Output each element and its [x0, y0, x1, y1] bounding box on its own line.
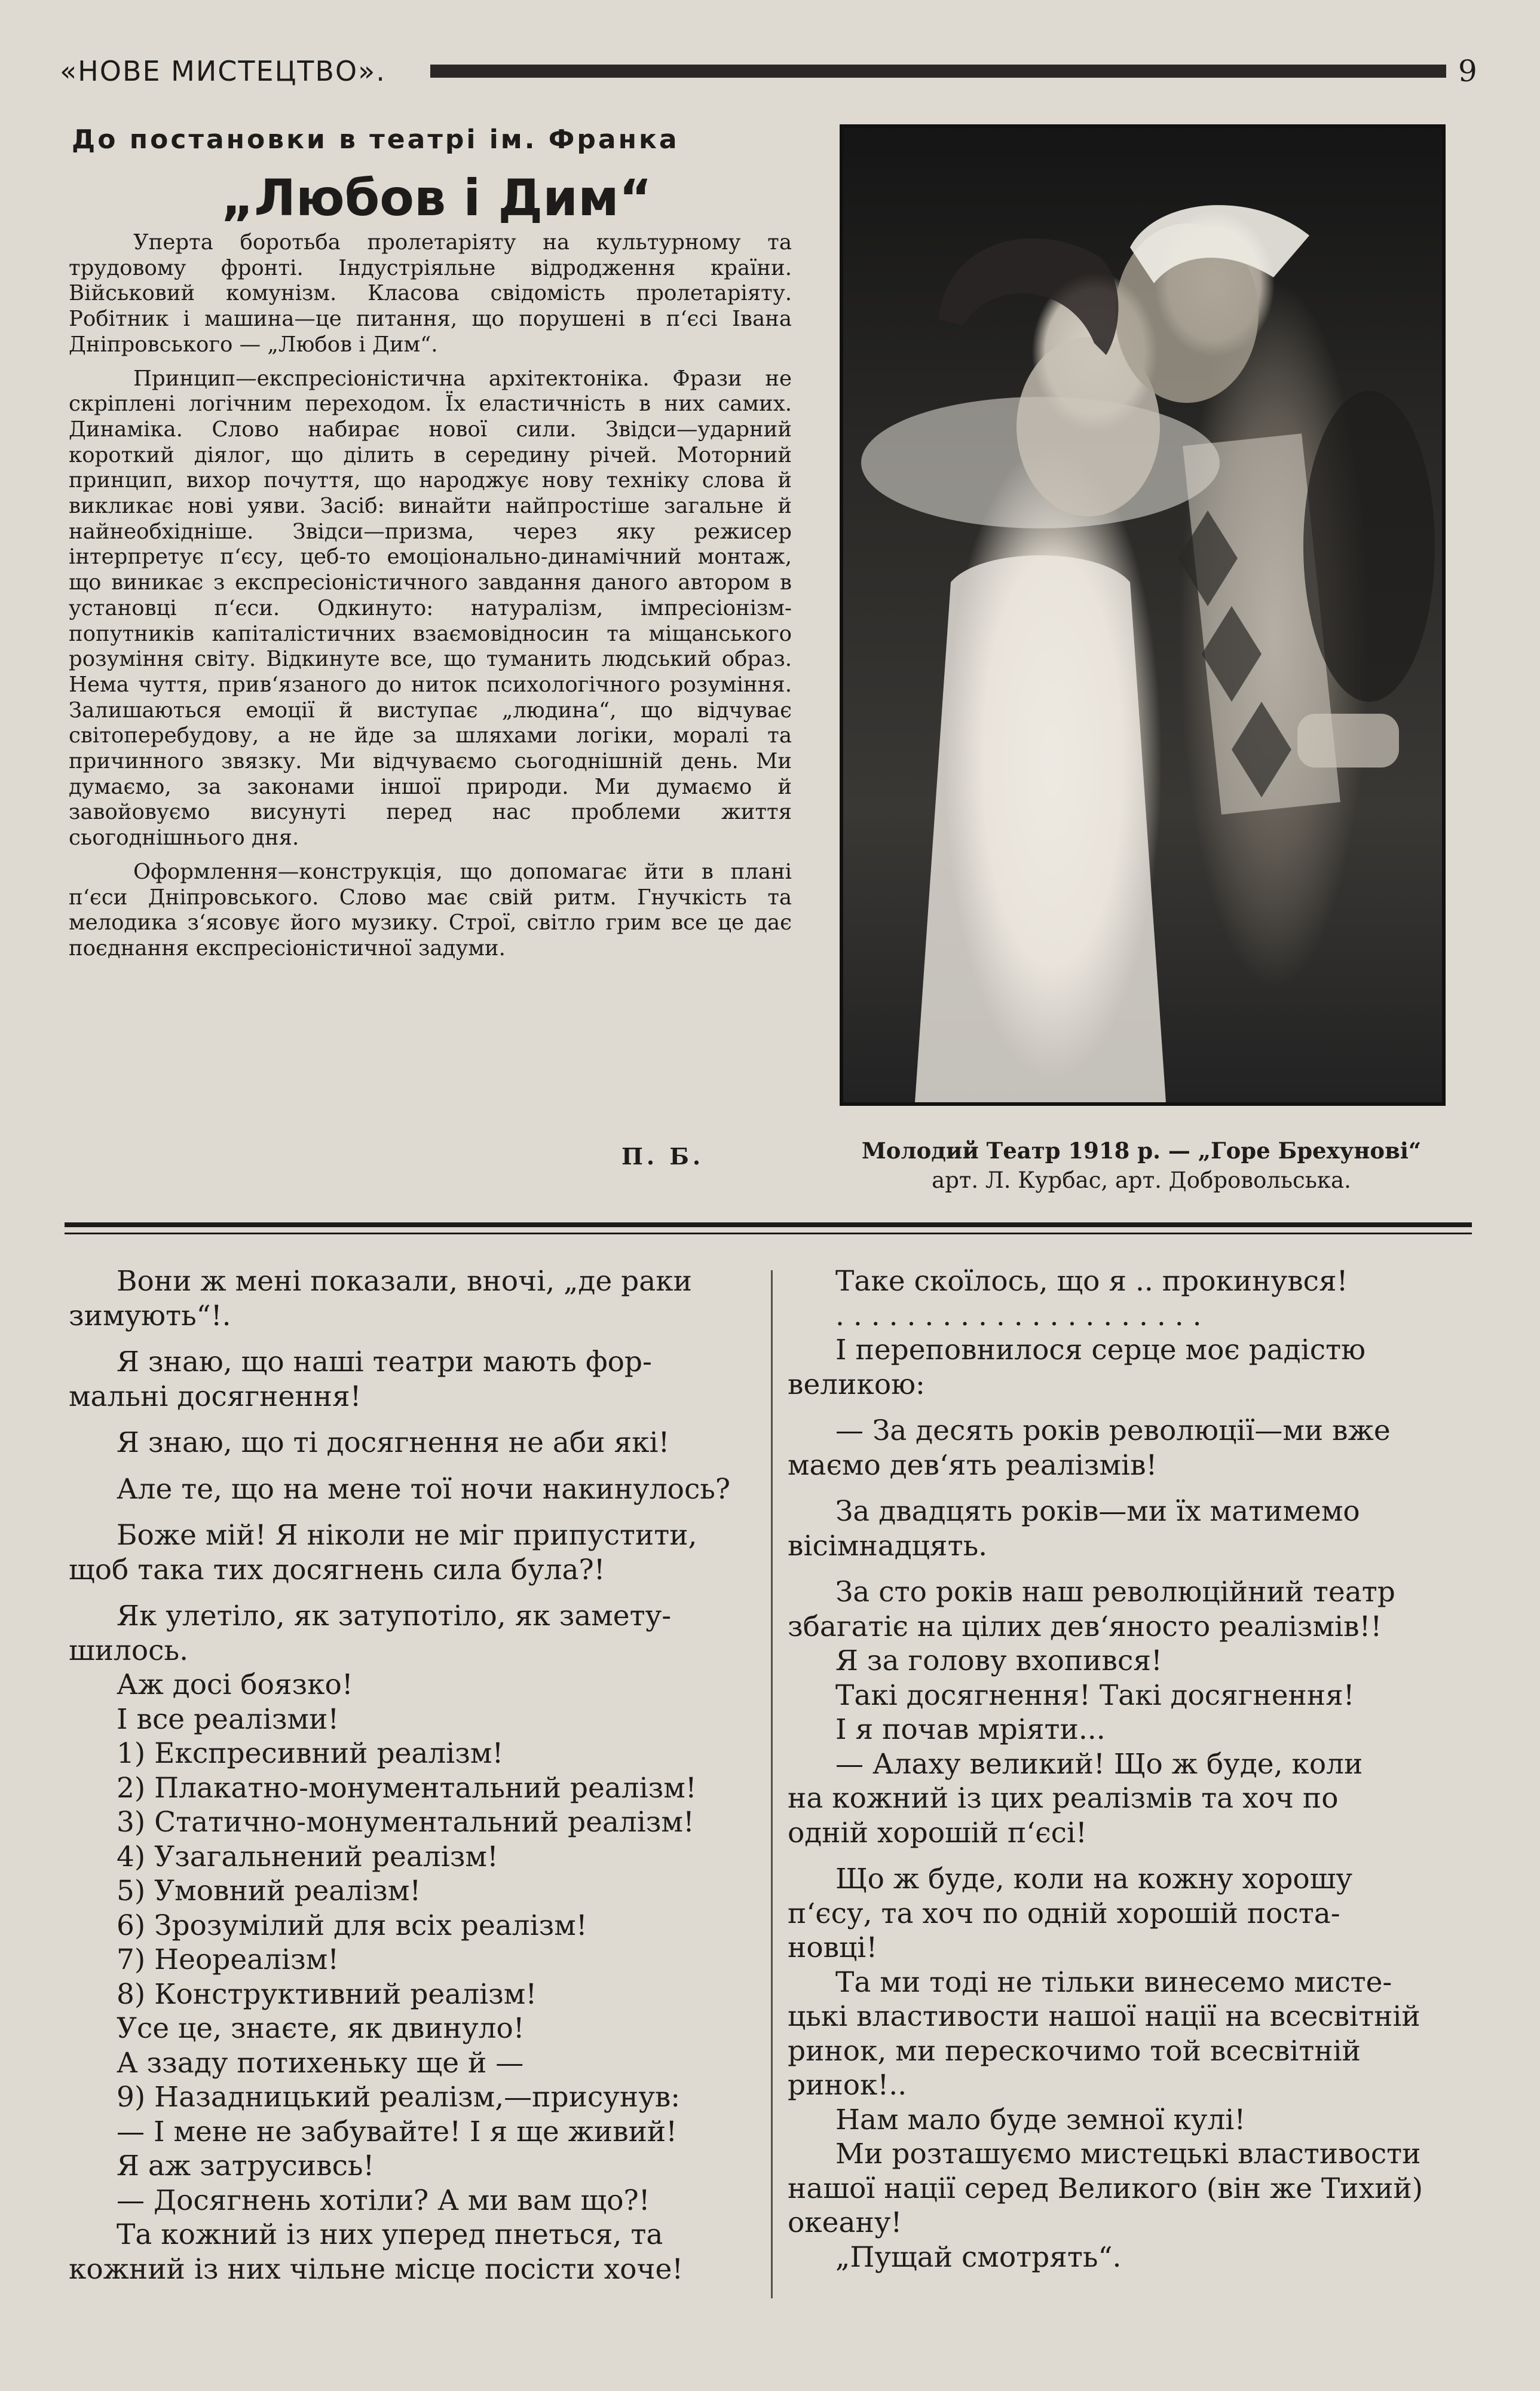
- text-line: Вони ж мені показали, вночі, „де раки: [117, 1265, 692, 1298]
- text-line: 4) Узагальнений реалізм!: [117, 1840, 498, 1873]
- text-line: океану!: [788, 2206, 902, 2239]
- caption-line-2: арт. Л. Курбас, арт. Добровольська.: [932, 1167, 1351, 1193]
- text-line: 5) Умовний реалізм!: [117, 1875, 421, 1907]
- text-line: І я почав мріяти...: [835, 1713, 1106, 1746]
- text-line: зимують“!.: [69, 1299, 231, 1332]
- satire-column-right: [788, 1264, 1472, 2274]
- text-line: Я знаю, що наші театри мають фор-: [117, 1346, 652, 1378]
- text-line: Я знаю, що ті досягнення не аби які!: [117, 1426, 670, 1459]
- article-paragraph: Уперта боротьба пролетаріяту на культурному та трудовому фронті. Індустріяльне відродження країни. Військовий комунізм. Класова свідомість пролетаріяту. Робітник і машина—це питання, що порушені в п‘єсі Івана Дніпровського — „Любов і Дим“.: [69, 230, 792, 357]
- article-paragraph: Оформлення—конструкція, що допомагає йти в плані п‘єси Дніпровського. Слово має свій ритм. Гнучкість та мелодика з‘ясовує його музику. Строї, світло грим все це дає поєднання експресіоністичної задуми.: [69, 859, 792, 961]
- article-subtitle: До постановки в театрі ім. Франка: [72, 124, 679, 155]
- text-line: маємо дев‘ять реалізмів!: [788, 1448, 1158, 1482]
- text-line: І переповнилося серце моє радістю: [835, 1334, 1366, 1366]
- caption-line-1: Молодий Театр 1918 р. — „Горе Брехунові“: [861, 1138, 1422, 1164]
- text-line: Що ж буде, коли на кожну хорошу: [835, 1863, 1353, 1895]
- text-line: 1) Експресивний реалізм!: [117, 1737, 504, 1770]
- text-line: За двадцять років—ми їх матимемо: [835, 1495, 1360, 1528]
- text-line: вісімнадцять.: [788, 1529, 988, 1563]
- theatre-photo: [840, 124, 1446, 1106]
- text-line: Такі досягнення! Такі досягнення!: [835, 1678, 1355, 1712]
- text-line: „Пущай смотрять“.: [835, 2240, 1122, 2274]
- text-line: Та ми тоді не тільки винесемо мисте-: [835, 1965, 1392, 1999]
- text-line: Аж досі боязко!: [117, 1668, 353, 1701]
- text-line: Нам мало буде земної кулі!: [835, 2103, 1246, 2136]
- text-line: — Алаху великий! Що ж буде, коли: [835, 1747, 1363, 1781]
- article-paragraph: Принцип—експресіоністична архітектоніка. Фрази не скріплені логічним переходом. Їх еластичність в них самих. Динаміка. Слово набирає нової сили. Звідси—ударний короткий діялог, що ділить в середину річей. Моторний принцип, вихор почуття, що народжує нову техніку слова й викликає нові уяви. Засіб: винайти найпростіше загальне й найнеобхідніше. Звідси—призма, через яку режисер інтерпретує п‘єсу, цеб-то емоціонально-динамічний монтаж, що виникає з експресіоністичного завдання даного автором в установці п‘єси. Одкинуто: натуралізм, імпресіонізм-попутників капіталістичних взаємовідносин та міщанського розуміння світу. Відкинуте все, що туманить людський образ. Нема чуття, прив‘язаного до ниток психологічного розуміння. Залишаються емоції й виступає „людина“, що відчуває світоперебудову, а не йде за шляхами логіки, моралі та причинного звязку. Ми відчуваємо сьогоднішній день. Ми думаємо, за законами іншої природи. Ми думаємо й завойовуємо висунуті перед нас проблеми життя сьогоднішнього дня.: [69, 366, 792, 851]
- text-line: А ззаду потихеньку ще й —: [117, 2046, 524, 2080]
- text-line: п‘єсу, та хоч по одній хорошій поста-: [788, 1897, 1340, 1930]
- magazine-title: «НОВЕ МИСТЕЦТВО».: [60, 55, 386, 87]
- article-title: „Любов і Дим“: [221, 169, 652, 227]
- text-line: — І мене не забувайте! І я ще живий!: [117, 2115, 678, 2148]
- text-line: Я за голову вхопився!: [835, 1644, 1162, 1677]
- satire-column-left: [69, 1264, 753, 2286]
- text-line: — За десять років революції—ми вже: [835, 1414, 1391, 1447]
- article-body: [69, 230, 792, 962]
- text-line: 9) Назадницький реалізм,—присунув:: [117, 2081, 681, 2114]
- page-number: 9: [1458, 54, 1477, 88]
- header-rule: [430, 65, 1446, 78]
- text-line: мальні досягнення!: [69, 1380, 362, 1413]
- photo-caption: [834, 1136, 1449, 1196]
- text-line: 6) Зрозумілий для всіх реалізм!: [117, 1909, 587, 1942]
- text-line: Ми розташуємо мистецькі властивости: [835, 2138, 1421, 2170]
- column-rule: [771, 1270, 773, 2298]
- text-line: щоб така тих досягнень сила була?!: [69, 1553, 605, 1586]
- text-line: Але те, що на мене тої ночи накинулось?: [117, 1472, 731, 1506]
- text-line: нашої нації серед Великого (він же Тихий): [788, 2172, 1423, 2205]
- text-line: 7) Неореалізм!: [117, 1943, 339, 1976]
- text-line: — Досягнень хотіли? А ми вам що?!: [117, 2184, 650, 2217]
- text-line: ринок!..: [788, 2069, 907, 2102]
- text-line: збагатіє на цілих дев‘яносто реалізмів!!: [788, 1610, 1382, 1643]
- text-line: кожний із них чільне місце посісти хоче!: [69, 2252, 684, 2286]
- text-line: новці!: [788, 1931, 878, 1964]
- text-line: Я аж затрусивсь!: [117, 2150, 375, 2182]
- text-line: ринок, ми перескочимо той всесвітній: [788, 2034, 1361, 2068]
- text-line: на кожний із цих реалізмів та хоч по: [788, 1782, 1339, 1815]
- text-line: Та кожний із них уперед пнеться, та: [117, 2218, 663, 2251]
- text-line: великою:: [788, 1368, 925, 1401]
- article-author: П. Б.: [621, 1143, 705, 1170]
- text-line: Боже мій! Я ніколи не міг припустити,: [117, 1519, 697, 1552]
- section-divider: [65, 1222, 1472, 1234]
- photo-illustration: [843, 128, 1442, 1102]
- text-line: одній хорошій п‘єсі!: [788, 1816, 1087, 1849]
- text-line: 8) Конструктивний реалізм!: [117, 1977, 537, 2011]
- text-line: 2) Плакатно-монументальний реалізм!: [117, 1771, 697, 1805]
- text-line: Усе це, знаєте, як двинуло!: [117, 2012, 525, 2045]
- text-line: Таке скоїлось, що я .. прокинувся!: [835, 1265, 1348, 1298]
- text-line: цькі властивости нашої нації на всесвітній: [788, 2000, 1420, 2033]
- text-line: 3) Статично-монументальний реалізм!: [117, 1806, 694, 1839]
- text-line: Як улетіло, як затупотіло, як замету-: [117, 1600, 672, 1632]
- text-line: І все реалізми!: [117, 1702, 339, 1736]
- text-line: За сто років наш революційний театр: [835, 1576, 1395, 1609]
- text-line: . . . . . . . . . . . . . . . . . . . . .: [835, 1299, 1202, 1332]
- text-line: шилось.: [69, 1634, 189, 1667]
